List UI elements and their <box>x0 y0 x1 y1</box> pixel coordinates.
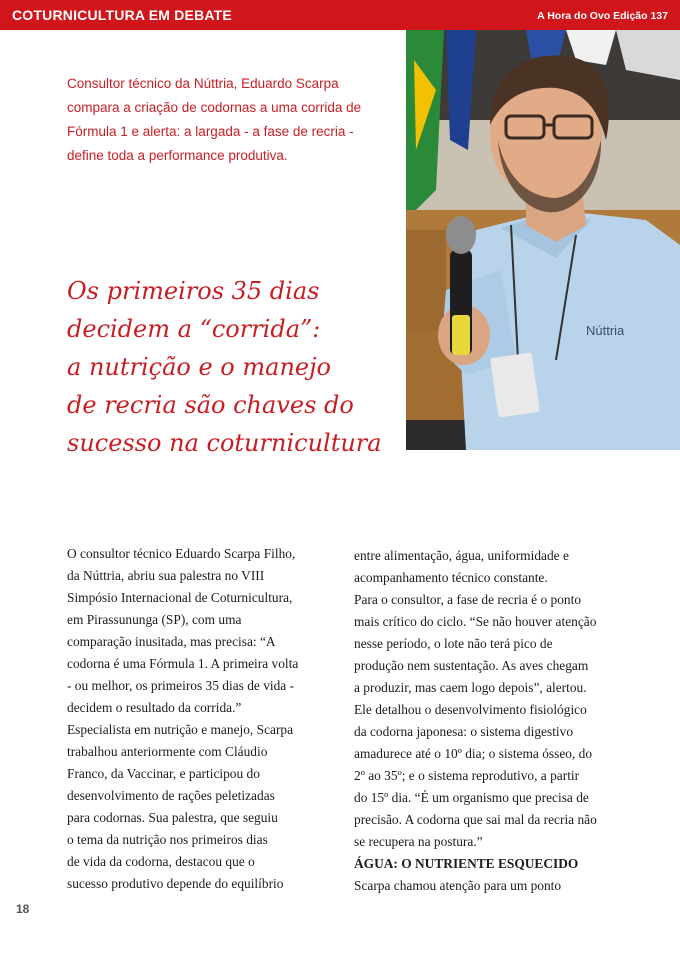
body-line: Scarpa chamou atenção para um ponto <box>354 878 562 893</box>
body-line: 2º ao 35º; e o sistema reprodutivo, a partir <box>354 768 580 783</box>
body-line: - ou melhor, os primeiros 35 dias de vida - <box>67 678 295 693</box>
headline-line: Os primeiros 35 dias <box>67 277 320 305</box>
headline-line: a nutrição e o manejo <box>67 353 331 381</box>
body-line: entre alimentação, água, uniformidade e <box>354 548 569 563</box>
header-bar <box>0 0 680 30</box>
section-title: COTURNICULTURA EM DEBATE <box>12 7 232 23</box>
body-line: Ele detalhou o desenvolvimento fisiológico <box>354 702 587 717</box>
edition-label: A Hora do Ovo Edição 137 <box>537 10 668 22</box>
body-line: nesse período, o lote não terá pico de <box>354 636 553 651</box>
body-line: produção nem sustentação. As aves chegam <box>354 658 589 673</box>
body-line: da codorna japonesa: o sistema digestivo <box>354 724 574 739</box>
body-line: comparação inusitada, mas precisa: “A <box>67 634 276 649</box>
body-line: o tema da nutrição nos primeiros dias <box>67 832 268 847</box>
body-column-right <box>354 545 624 897</box>
body-line: do 15º dia. “É um organismo que precisa de <box>354 790 589 805</box>
lead-paragraph: Consultor técnico da Núttria, Eduardo Scarpa compara a criação de codornas a uma corrida de Fórmula 1 e alerta: a largada - a fase de recria - define toda a performance produtiva. <box>67 76 362 163</box>
headline <box>67 272 397 462</box>
page-number: 18 <box>16 902 30 916</box>
body-line: Simpósio Internacional de Coturnicultura, <box>67 590 293 605</box>
body-line: de vida da codorna, destacou que o <box>67 854 255 869</box>
shirt-logo: Núttria <box>586 323 625 338</box>
body-line: da Núttria, abriu sua palestra no VIII <box>67 568 265 583</box>
body-line: para codornas. Sua palestra, que seguiu <box>67 810 278 825</box>
body-line: amadurece até o 10º dia; o sistema ósseo, do <box>354 746 593 761</box>
body-line: desenvolvimento de rações peletizadas <box>67 788 275 803</box>
body-line: decidem o resultado da corrida.” <box>67 700 242 715</box>
body-line: acompanhamento técnico constante. <box>354 570 548 585</box>
body-line: Para o consultor, a fase de recria é o ponto <box>354 592 582 607</box>
headline-line: decidem a “corrida”: <box>67 315 321 343</box>
body-line: em Pirassununga (SP), com uma <box>67 612 242 627</box>
headline-line: sucesso na coturnicultura <box>67 429 382 457</box>
body-line: mais crítico do ciclo. “Se não houver atenção <box>354 614 597 629</box>
headline-line: de recria são chaves do <box>67 391 354 419</box>
body-line: sucesso produtivo depende do equilíbrio <box>67 876 284 891</box>
body-line: O consultor técnico Eduardo Scarpa Filho, <box>67 546 296 561</box>
body-line: Franco, da Vaccinar, e participou do <box>67 766 260 781</box>
body-line: codorna é uma Fórmula 1. A primeira volta <box>67 656 299 671</box>
body-line: Especialista em nutrição e manejo, Scarpa <box>67 722 294 737</box>
body-line: precisão. A codorna que sai mal da recria não <box>354 812 597 827</box>
body-line: se recupera na postura.” <box>354 834 483 849</box>
section-subhead: ÁGUA: O NUTRIENTE ESQUECIDO <box>354 856 579 871</box>
body-line: trabalhou anteriormente com Cláudio <box>67 744 268 759</box>
body-column-left <box>67 543 337 895</box>
speaker-photo <box>406 30 680 450</box>
body-line: a produzir, mas caem logo depois”, alertou. <box>354 680 587 695</box>
